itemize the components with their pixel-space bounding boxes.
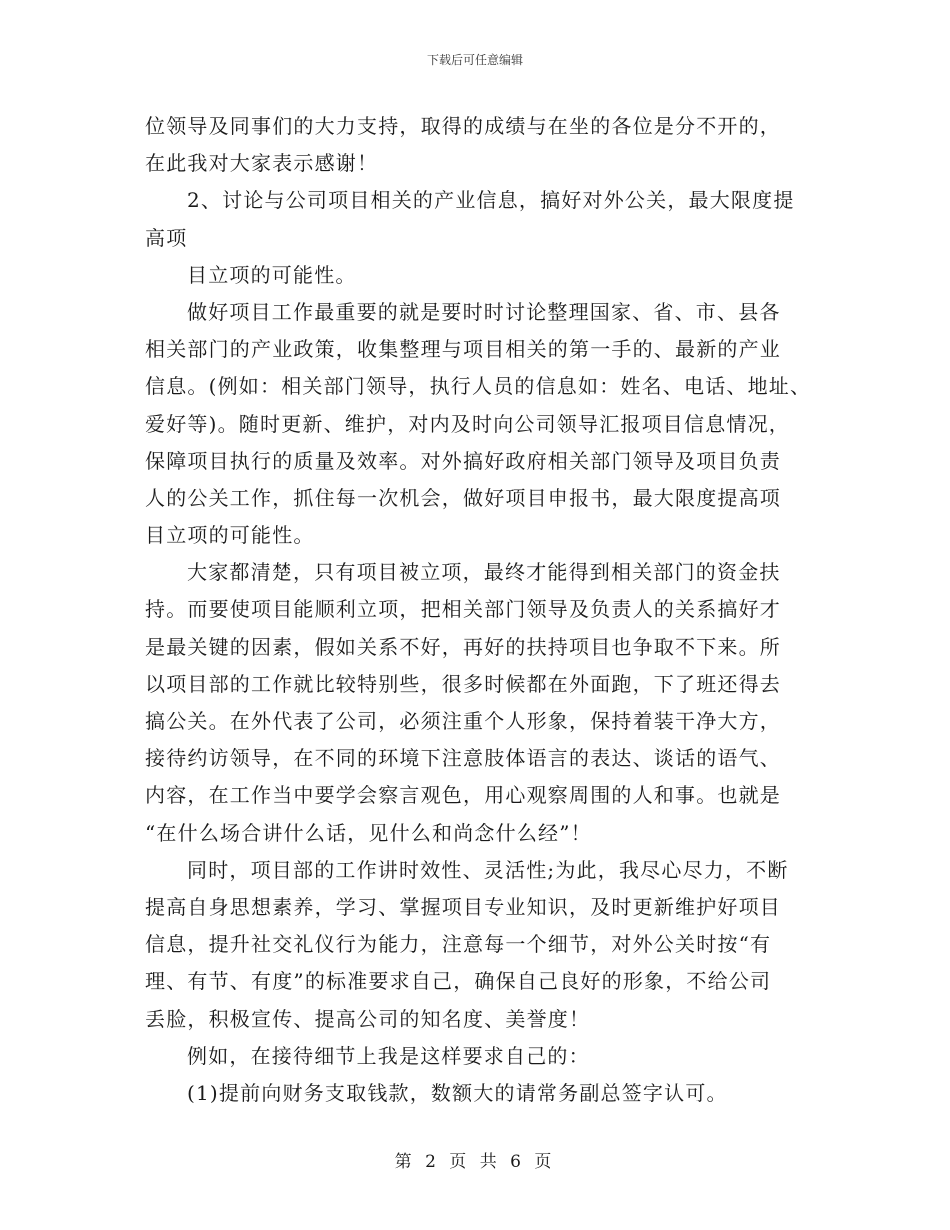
text-line: 理、有节、有度”的标准要求自己，确保自己良好的形象，不给公司 (145, 969, 772, 994)
text-line: 信息。(例如：相关部门领导，执行人员的信息如：姓名、电话、地址、 (145, 374, 812, 399)
text-line: 同时，项目部的工作讲时效性、灵活性;为此，我尽心尽力，不断 (187, 857, 789, 882)
text-line: 做好项目工作最重要的就是要时时讨论整理国家、省、市、县各 (187, 299, 781, 324)
text-line: 目立项的可能性。 (145, 523, 315, 548)
text-line: 提高自身思想素养，学习、掌握项目专业知识，及时更新维护好项目 (145, 894, 781, 919)
text-line: 位领导及同事们的大力支持，取得的成绩与在坐的各位是分不开的， (145, 114, 781, 138)
text-line: 大家都清楚，只有项目被立项，最终才能得到相关部门的资金扶 (187, 560, 781, 585)
text-line: 持。而要使项目能顺利立项，把相关部门领导及负责人的关系搞好才 (145, 597, 781, 622)
text-line: 信息，提升社交礼仪行为能力，注意每一个细节，对外公关时按“有 (145, 932, 772, 957)
document-body (145, 108, 825, 1112)
text-line: 丢脸，积极宣传、提高公司的知名度、美誉度！ (145, 1006, 591, 1031)
text-line: “在什么场合讲什么话，见什么和尚念什么经”！ (145, 820, 592, 845)
text-line: 保障项目执行的质量及效率。对外搞好政府相关部门领导及项目负责 (145, 448, 781, 473)
text-line: 以项目部的工作就比较特别些，很多时候都在外面跑，下了班还得去 (145, 671, 781, 696)
text-line: 例如，在接待细节上我是这样要求自己的： (187, 1043, 590, 1068)
page-header: 下载后可任意编辑 (426, 53, 523, 67)
text-line: 2、讨论与公司项目相关的产业信息，搞好对外公关，最大限度提 (187, 188, 795, 213)
text-line: 在此我对大家表示感谢！ (145, 151, 379, 176)
page-number: 第 2 页 共 6 页 (394, 1152, 556, 1172)
text-line: 爱好等)。随时更新、维护，对内及时向公司领导汇报项目信息情况， (145, 411, 791, 436)
text-line: 高项 (145, 225, 188, 250)
text-line: 目立项的可能性。 (187, 262, 357, 287)
text-line: 是最关键的因素，假如关系不好，再好的扶持项目也争取不下来。所 (145, 634, 781, 659)
text-line: 搞公关。在外代表了公司，必须注重个人形象，保持着装干净大方， (145, 709, 781, 733)
text-line: 人的公关工作，抓住每一次机会，做好项目申报书，最大限度提高项 (145, 485, 781, 510)
text-line: 接待约访领导，在不同的环境下注意肢体语言的表达、谈话的语气、 (145, 746, 781, 771)
text-line: (1)提前向财务支取钱款，数额大的请常务副总签字认可。 (187, 1080, 728, 1105)
text-line: 相关部门的产业政策，收集整理与项目相关的第一手的、最新的产业 (145, 337, 781, 362)
text-line: 内容，在工作当中要学会察言观色，用心观察周围的人和事。也就是 (145, 783, 781, 808)
